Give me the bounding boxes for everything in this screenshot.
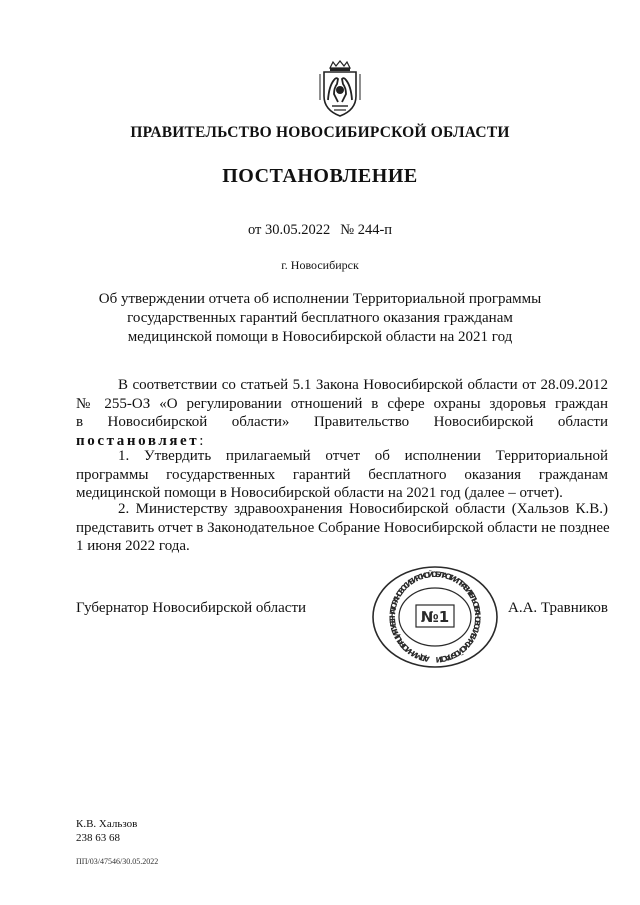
paragraph-line: медицинской помощи в Новосибирской области на 2021 год (далее – отчет). <box>76 485 563 501</box>
official-stamp <box>368 565 502 669</box>
document-type: ПОСТАНОВЛЕНИЕ <box>222 165 418 187</box>
subject-line: медицинской помощи в Новосибирской области на 2021 год <box>127 329 513 345</box>
executor-name: К.В. Хальзов <box>76 818 138 830</box>
document-subject <box>0 290 640 347</box>
preamble-paragraph <box>76 376 608 450</box>
organization-title: ПРАВИТЕЛЬСТВО НОВОСИБИРСКОЙ ОБЛАСТИ <box>130 124 510 141</box>
stamp-ring-text: АДМИНИСТРАЦИЯ ГУБЕРНАТОРА НОВОСИБИРСКОЙ ОБЛАСТИ И ПРАВИТЕЛЬСТВА НОВОСИБИРСКОЙ ОБЛАСТИ <box>387 569 483 665</box>
document-date: от 30.05.2022 <box>247 222 331 238</box>
signatory-name: А.А. Травников <box>508 600 608 616</box>
paragraph-line: 1. Утвердить прилагаемый отчет об исполнении Территориальной <box>118 448 608 464</box>
paragraph-line: 2. Министерству здравоохранения Новосибирской области (Хальзов К.В.) <box>118 501 608 517</box>
subject-line: Об утверждении отчета об исполнении Территориальной программы <box>98 291 542 307</box>
subject-line: государственных гарантий бесплатного оказания гражданам <box>127 310 513 326</box>
signatory-position: Губернатор Новосибирской области <box>76 600 307 616</box>
clause-2-paragraph <box>76 500 608 556</box>
document-city: г. Новосибирск <box>281 258 359 272</box>
paragraph-line: программы государственных гарантий бесплатного оказания гражданам <box>76 466 608 483</box>
paragraph-line: В соответствии со статьей 5.1 Закона Новосибирской области от 28.09.2012 <box>118 377 608 393</box>
paragraph-line: в Новосибирской области» Правительство Новосибирской области <box>76 414 608 430</box>
stamp-number: №1 <box>420 608 450 626</box>
executor-phone: 238 63 68 <box>76 832 120 844</box>
decree-word: постановляет <box>76 432 200 449</box>
paragraph-line: № 255-ОЗ «О регулировании отношений в сфере охраны здоровья граждан <box>76 395 608 412</box>
document-date-number <box>0 222 640 239</box>
clause-1-paragraph <box>76 447 608 503</box>
document-number: № 244-п <box>340 222 393 238</box>
coat-of-arms-icon <box>314 60 366 118</box>
paragraph-line: представить отчет в Законодательное Собрание Новосибирской области не позднее <box>76 519 610 536</box>
decree-colon: : <box>199 432 204 449</box>
paragraph-line: 1 июня 2022 года. <box>76 538 190 554</box>
registration-number: ПП/03/47546/30.05.2022 <box>76 857 159 866</box>
